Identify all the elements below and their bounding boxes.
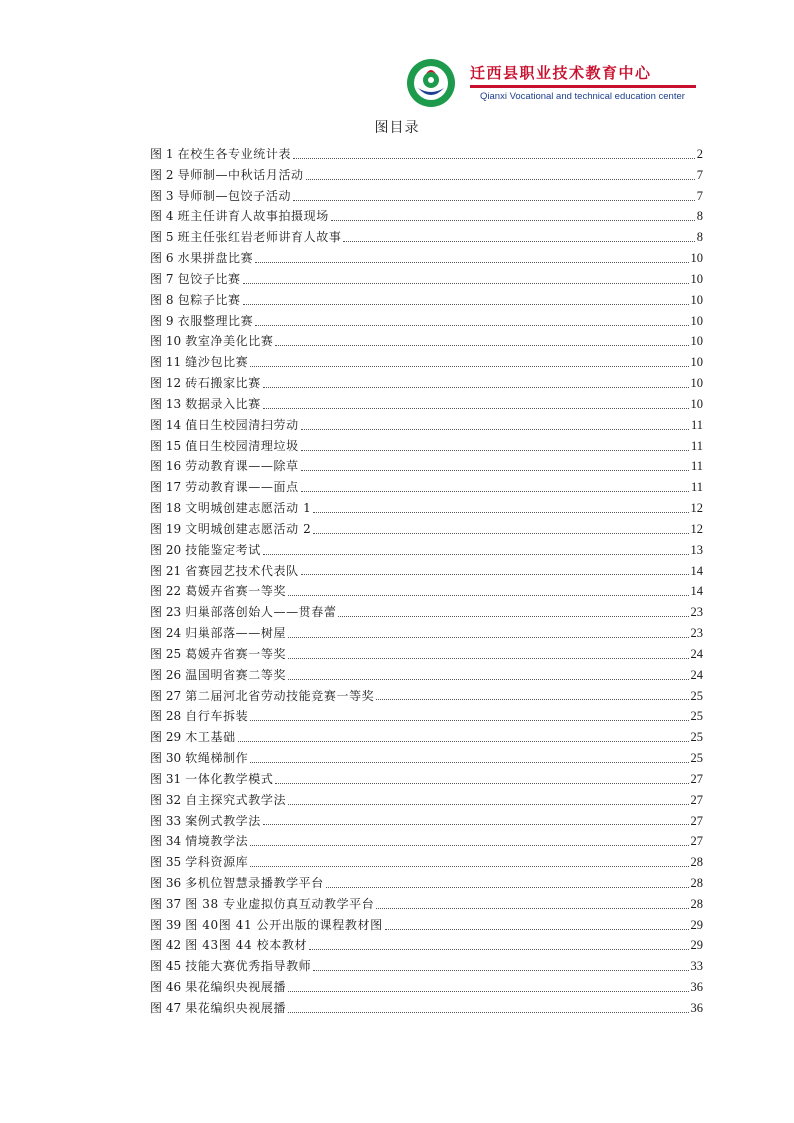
toc-entry-label: 图 3 <box>150 188 174 203</box>
toc-entry[interactable] <box>150 977 703 998</box>
toc-entry-title: 导师制—包饺子活动 <box>177 188 292 203</box>
toc-entry[interactable] <box>150 248 703 269</box>
toc-leader-dots <box>243 304 689 305</box>
toc-leader-dots <box>301 491 689 492</box>
toc-entry-label: 图 8 <box>150 292 174 307</box>
toc-entry-label: 图 23 <box>150 605 182 620</box>
toc-entry-page: 11 <box>690 480 703 495</box>
toc-entry-page: 10 <box>690 313 703 328</box>
toc-entry-title: 缝沙包比赛 <box>185 355 249 370</box>
toc-entry-page: 10 <box>690 251 703 266</box>
toc-entry-label: 图 27 <box>150 688 182 703</box>
toc-entry[interactable] <box>150 665 703 686</box>
toc-entry-page: 36 <box>690 1000 703 1015</box>
toc-entry-label: 图 9 <box>150 313 174 328</box>
toc-entry-title: 情境教学法 <box>185 834 249 849</box>
toc-entry[interactable] <box>150 331 703 352</box>
toc-entry[interactable] <box>150 456 703 477</box>
toc-leader-dots <box>326 887 689 888</box>
toc-leader-dots <box>255 262 688 263</box>
toc-entry-title: 班主任讲育人故事拍摄现场 <box>177 209 329 224</box>
toc-entry-title: 葛媛卉省赛一等奖 <box>185 646 287 661</box>
toc-entry-page: 28 <box>690 875 703 890</box>
toc-entry-title: 自主探究式教学法 <box>185 792 287 807</box>
toc-entry-page: 11 <box>690 417 703 432</box>
toc-entry[interactable] <box>150 602 703 623</box>
toc-entry-label: 图 6 <box>150 251 174 266</box>
toc-entry[interactable] <box>150 623 703 644</box>
toc-entry-label: 图 21 <box>150 563 182 578</box>
toc-entry[interactable] <box>150 519 703 540</box>
toc-entry-label: 图 35 <box>150 855 182 870</box>
toc-entry-label: 图 1 <box>150 147 174 161</box>
toc-entry-page: 29 <box>690 917 703 932</box>
toc-leader-dots <box>263 408 689 409</box>
toc-entry-title: 砖石搬家比赛 <box>185 376 261 391</box>
toc-entry-page: 27 <box>690 792 703 807</box>
toc-leader-dots <box>309 949 688 950</box>
toc-entry-label: 图 19 <box>150 521 182 536</box>
toc-entry-page: 36 <box>690 980 703 995</box>
toc-entry-page: 33 <box>690 959 703 974</box>
toc-entry-page: 25 <box>690 730 703 745</box>
toc-entry-title: 软绳梯制作 <box>185 751 249 766</box>
toc-entry[interactable] <box>150 165 703 186</box>
toc-entry[interactable] <box>150 311 703 332</box>
toc-entry-page: 11 <box>690 459 703 474</box>
toc-leader-dots <box>313 533 688 534</box>
toc-entry-label: 图 26 <box>150 667 182 682</box>
toc-entry-page: 7 <box>696 167 703 182</box>
toc-entry-page: 10 <box>690 396 703 411</box>
toc-entry-title: 学科资源库 <box>185 855 249 870</box>
toc-entry-title: 包饺子比赛 <box>177 271 241 286</box>
toc-leader-dots <box>288 637 688 638</box>
toc-leader-dots <box>313 970 688 971</box>
toc-entry[interactable] <box>150 706 703 727</box>
toc-leader-dots <box>288 991 688 992</box>
toc-entry-title: 自行车拆装 <box>185 709 249 724</box>
toc-entry-page: 10 <box>690 355 703 370</box>
toc-entry-label: 图 17 <box>150 480 182 495</box>
toc-entry[interactable] <box>150 644 703 665</box>
school-logo <box>406 58 456 108</box>
toc-entry-label: 图 32 <box>150 792 182 807</box>
toc-entry-title: 劳动教育课——除草 <box>185 459 299 474</box>
toc-entry-label: 图 22 <box>150 584 182 599</box>
toc-entry[interactable] <box>150 394 703 415</box>
toc-entry[interactable] <box>150 540 703 561</box>
toc-entry-page: 25 <box>690 688 703 703</box>
toc-entry-label: 图 24 <box>150 626 182 641</box>
toc-entry-title: 葛媛卉省赛一等奖 <box>185 584 287 599</box>
toc-entry[interactable] <box>150 415 703 436</box>
toc-leader-dots <box>376 699 688 700</box>
toc-entry[interactable] <box>150 186 703 207</box>
toc-entry-title: 多机位智慧录播教学平台 <box>185 875 324 890</box>
toc-entry-label: 图 7 <box>150 271 174 286</box>
toc-entry-title: 温国明省赛二等奖 <box>185 667 287 682</box>
toc-leader-dots <box>385 929 689 930</box>
toc-entry-page: 7 <box>696 188 703 203</box>
toc-entry-page: 27 <box>690 771 703 786</box>
toc-entry-label: 图 30 <box>150 751 182 766</box>
toc-entry-title: 一体化教学模式 <box>185 771 274 786</box>
toc-entry-title: 包粽子比赛 <box>177 292 241 307</box>
toc-entry-label: 图 5 <box>150 230 174 245</box>
toc-entry-title: 归巢部落——树屋 <box>185 626 287 641</box>
toc-entry-page: 23 <box>690 605 703 620</box>
toc-entry-label: 图 28 <box>150 709 182 724</box>
toc-entry-page: 27 <box>690 834 703 849</box>
toc-entry[interactable] <box>150 581 703 602</box>
toc-entry-label: 图 29 <box>150 730 182 745</box>
toc-entry-title: 归巢部落创始人——贯春蕾 <box>185 605 337 620</box>
toc-entry-label: 图 10 <box>150 334 182 349</box>
toc-entry-title: 在校生各专业统计表 <box>177 147 292 161</box>
toc-entry-page: 12 <box>690 501 703 516</box>
header-rule <box>470 85 696 88</box>
toc-entry[interactable] <box>150 998 703 1019</box>
toc-leader-dots <box>250 366 688 367</box>
toc-entry-title: 技能大赛优秀指导教师 <box>185 959 312 974</box>
toc-entry-page: 10 <box>690 292 703 307</box>
toc-entry-title: 第二届河北省劳动技能竞赛一等奖 <box>185 688 375 703</box>
toc-entry-title: 文明城创建志愿活动 2 <box>185 521 312 536</box>
toc-leader-dots <box>255 325 688 326</box>
org-name-en: Qianxi Vocational and technical education center <box>480 91 685 102</box>
toc-leader-dots <box>343 241 694 242</box>
toc-entry-title: 导师制—中秋话月活动 <box>177 167 304 182</box>
toc-entry-title: 果花编织央视展播 <box>185 1000 287 1015</box>
toc-leader-dots <box>306 179 695 180</box>
toc-leader-dots <box>288 804 688 805</box>
toc-leader-dots <box>250 762 688 763</box>
toc-entry-label: 图 2 <box>150 167 174 182</box>
toc-leader-dots <box>301 470 689 471</box>
toc-entry-title: 衣服整理比赛 <box>177 313 254 328</box>
toc-entry-page: 11 <box>690 438 703 453</box>
toc-entry[interactable] <box>150 373 703 394</box>
toc-entry[interactable] <box>150 811 703 832</box>
toc-leader-dots <box>288 595 688 596</box>
toc-entry-page: 25 <box>690 709 703 724</box>
toc-entry[interactable] <box>150 227 703 248</box>
toc-entry[interactable] <box>150 727 703 748</box>
toc-entry-title: 水果拼盘比赛 <box>177 251 254 266</box>
toc-entry-title: 劳动教育课——面点 <box>185 480 299 495</box>
toc-entry-page: 28 <box>690 855 703 870</box>
toc-entry-page: 29 <box>690 938 703 953</box>
toc-entry-label: 图 45 <box>150 959 182 974</box>
toc-entry[interactable] <box>150 144 703 165</box>
toc-entry-label: 图 4 <box>150 209 174 224</box>
toc-entry-label: 图 47 <box>150 1000 182 1015</box>
toc-entry-label: 图 20 <box>150 542 182 557</box>
toc-leader-dots <box>288 658 688 659</box>
toc-entry-label: 图 33 <box>150 813 182 828</box>
toc-entry-title: 技能鉴定考试 <box>185 542 261 557</box>
toc-entry-title: 图 38 专业虚拟仿真互动教学平台 <box>185 896 375 911</box>
toc-entry-page: 24 <box>690 646 703 661</box>
toc-entry-page: 12 <box>690 521 703 536</box>
toc-entry-label: 图 13 <box>150 396 182 411</box>
toc-entry-title: 果花编织央视展播 <box>185 980 287 995</box>
toc-leader-dots <box>243 283 689 284</box>
toc-entry[interactable] <box>150 748 703 769</box>
toc-leader-dots <box>293 200 695 201</box>
toc-entry[interactable] <box>150 498 703 519</box>
toc-entry[interactable] <box>150 935 703 956</box>
toc-entry-page: 8 <box>696 230 703 245</box>
toc-leader-dots <box>275 783 688 784</box>
toc-entry[interactable] <box>150 769 703 790</box>
figure-table-of-contents <box>150 144 703 1019</box>
toc-entry-title: 图 40图 41 公开出版的课程教材图 <box>185 917 383 932</box>
toc-entry[interactable] <box>150 894 703 915</box>
toc-entry-label: 图 15 <box>150 438 182 453</box>
toc-entry-page: 27 <box>690 813 703 828</box>
toc-entry-label: 图 34 <box>150 834 182 849</box>
toc-entry-label: 图 36 <box>150 875 182 890</box>
toc-entry-page: 14 <box>690 584 703 599</box>
toc-entry-title: 值日生校园清扫劳动 <box>185 417 299 432</box>
toc-title: 图目录 <box>374 120 420 136</box>
toc-entry-page: 14 <box>690 563 703 578</box>
toc-entry[interactable] <box>150 290 703 311</box>
toc-entry-page: 10 <box>690 334 703 349</box>
toc-leader-dots <box>301 429 689 430</box>
toc-leader-dots <box>238 741 689 742</box>
toc-entry-label: 图 16 <box>150 459 182 474</box>
toc-entry-label: 图 25 <box>150 646 182 661</box>
toc-entry-page: 25 <box>690 751 703 766</box>
toc-entry-page: 24 <box>690 667 703 682</box>
toc-entry-title: 文明城创建志愿活动 1 <box>185 501 312 516</box>
toc-leader-dots <box>250 845 688 846</box>
toc-entry-page: 28 <box>690 896 703 911</box>
toc-entry-title: 值日生校园清理垃圾 <box>185 438 299 453</box>
toc-leader-dots <box>263 387 689 388</box>
toc-entry[interactable] <box>150 956 703 977</box>
toc-leader-dots <box>288 679 688 680</box>
toc-entry[interactable] <box>150 852 703 873</box>
toc-entry-title: 数据录入比赛 <box>185 396 261 411</box>
toc-entry-label: 图 11 <box>150 355 182 370</box>
toc-entry[interactable] <box>150 790 703 811</box>
toc-entry-title: 省赛园艺技术代表队 <box>185 563 299 578</box>
toc-entry[interactable] <box>150 352 703 373</box>
toc-leader-dots <box>331 220 695 221</box>
toc-entry[interactable] <box>150 686 703 707</box>
toc-entry[interactable] <box>150 436 703 457</box>
toc-entry-page: 13 <box>690 542 703 557</box>
toc-leader-dots <box>288 1012 688 1013</box>
toc-leader-dots <box>301 450 689 451</box>
toc-entry[interactable] <box>150 269 703 290</box>
toc-entry-title: 班主任张红岩老师讲育人故事 <box>177 230 342 245</box>
page-header <box>406 58 696 114</box>
toc-entry-label: 图 46 <box>150 980 182 995</box>
toc-entry[interactable] <box>150 477 703 498</box>
toc-entry-page: 10 <box>690 271 703 286</box>
toc-leader-dots <box>338 616 688 617</box>
toc-entry-title: 木工基础 <box>185 730 236 745</box>
toc-entry-label: 图 12 <box>150 376 182 391</box>
toc-entry-page: 8 <box>696 209 703 224</box>
toc-leader-dots <box>376 908 688 909</box>
toc-entry-label: 图 18 <box>150 501 182 516</box>
toc-entry-label: 图 31 <box>150 771 182 786</box>
toc-entry-page: 2 <box>696 147 703 161</box>
toc-entry-label: 图 42 <box>150 938 182 953</box>
toc-leader-dots <box>263 824 689 825</box>
toc-leader-dots <box>293 158 695 159</box>
toc-entry-page: 10 <box>690 376 703 391</box>
toc-leader-dots <box>313 512 688 513</box>
toc-leader-dots <box>250 720 688 721</box>
toc-entry-label: 图 39 <box>150 917 182 932</box>
toc-entry[interactable] <box>150 561 703 582</box>
toc-entry[interactable] <box>150 206 703 227</box>
toc-entry-page: 23 <box>690 626 703 641</box>
toc-leader-dots <box>250 866 688 867</box>
toc-entry-title: 图 43图 44 校本教材 <box>185 938 308 953</box>
toc-leader-dots <box>263 554 689 555</box>
toc-entry-title: 案例式教学法 <box>185 813 261 828</box>
toc-entry[interactable] <box>150 915 703 936</box>
toc-entry-title: 教室净美化比赛 <box>185 334 274 349</box>
toc-entry-label: 图 37 <box>150 896 182 911</box>
toc-leader-dots <box>301 574 689 575</box>
toc-leader-dots <box>275 345 688 346</box>
toc-entry[interactable] <box>150 873 703 894</box>
toc-entry[interactable] <box>150 831 703 852</box>
org-name-cn: 迁西县职业技术教育中心 <box>470 64 652 82</box>
toc-entry-label: 图 14 <box>150 417 182 432</box>
